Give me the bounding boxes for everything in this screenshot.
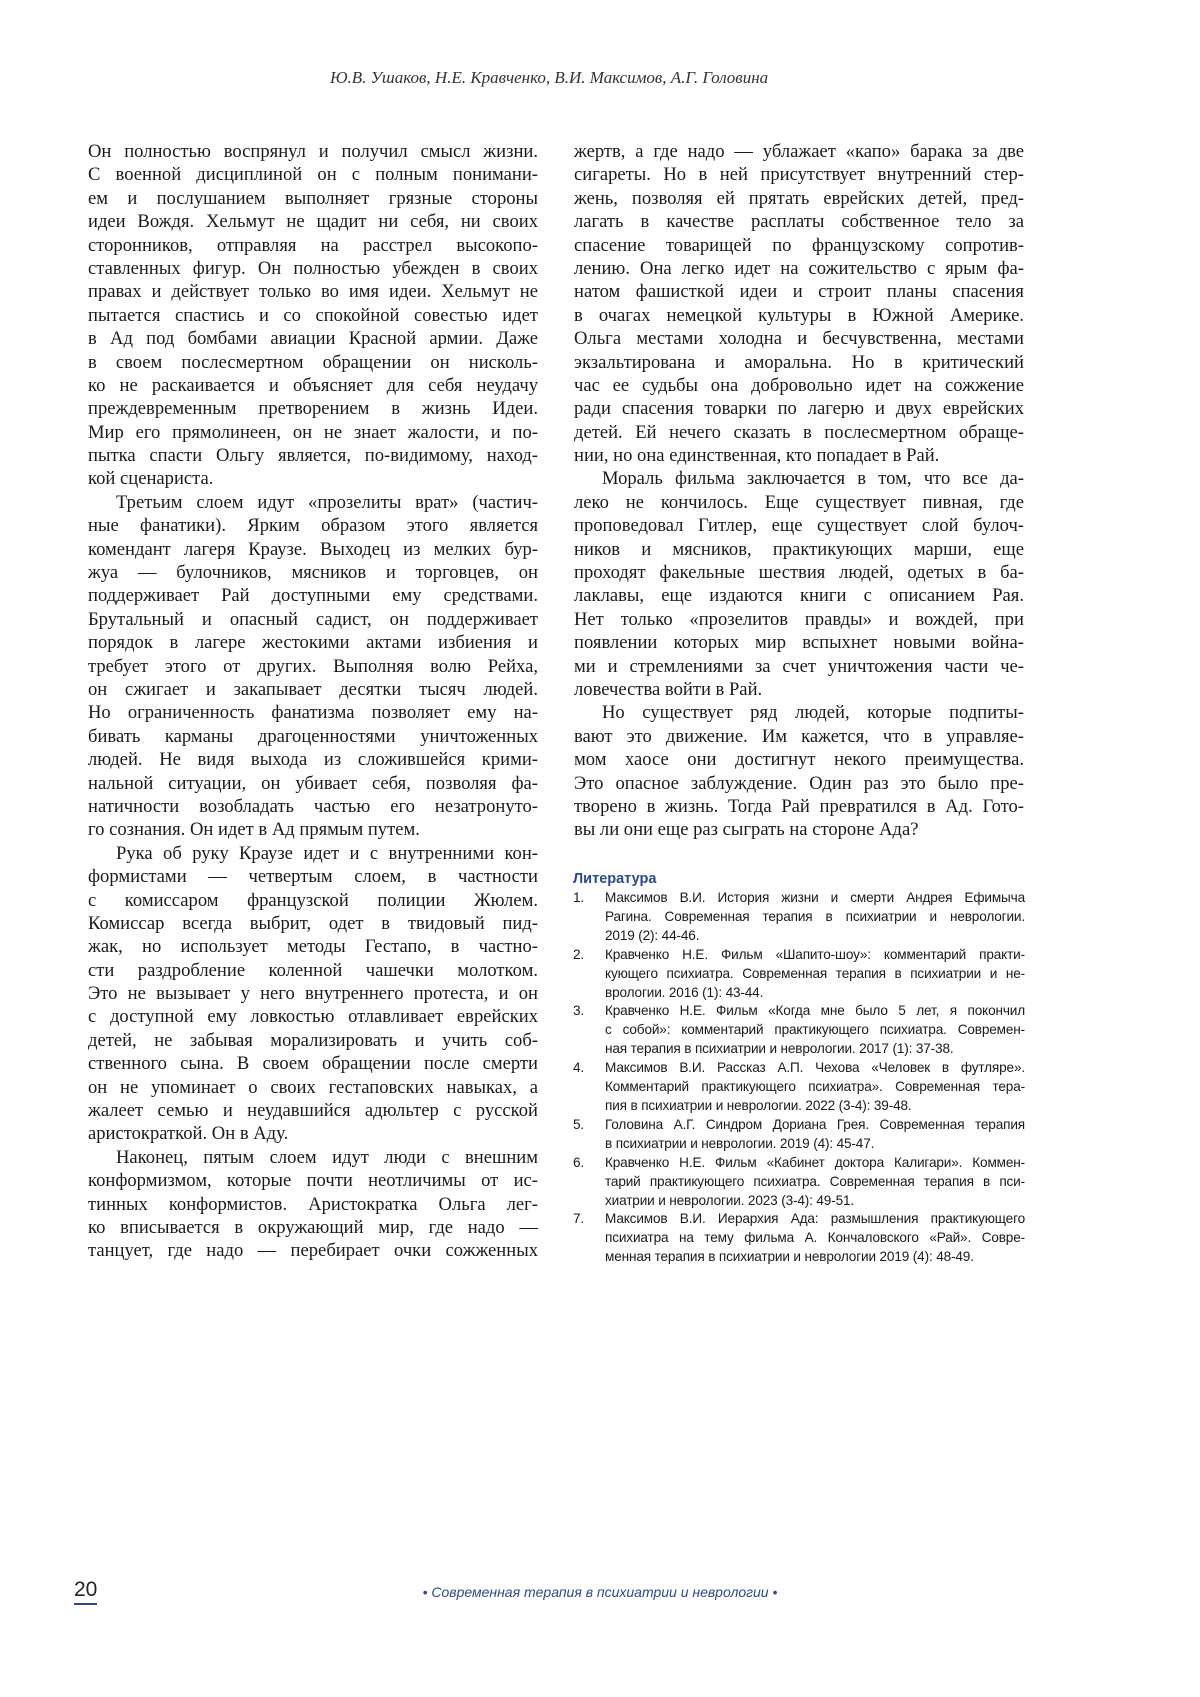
reference-item — [573, 1002, 1025, 1059]
reference-number: 1. — [573, 889, 605, 946]
reference-line: 2019 (2): 44-46. — [605, 927, 1025, 946]
text-line: в очагах немецкой культуры в Южной Америке. — [574, 304, 1024, 327]
text-line: аристократкой. Он в Аду. — [88, 1122, 538, 1145]
text-line: ников и мясников, практикующих марши, еще — [574, 538, 1024, 561]
reference-line: психиатра на тему фильма А. Кончаловского «Рай». Совре- — [605, 1229, 1025, 1248]
reference-line: с собой»: комментарий практикующего психиатра. Современ- — [605, 1021, 1025, 1040]
text-line: комендант лагеря Краузе. Выходец из мелких бур- — [88, 538, 538, 561]
reference-line: Головина А.Г. Синдром Дориана Грея. Современная терапия — [605, 1116, 1025, 1135]
text-line: Мир его прямолинеен, он не знает жалости, и по- — [88, 421, 538, 444]
text-line: С военной дисциплиной он с полным понимани- — [88, 163, 538, 186]
paragraph — [574, 701, 1024, 841]
text-line: с комиссаром французской полиции Жюлем. — [88, 889, 538, 912]
text-line: Рука об руку Краузе идет и с внутренними кон- — [88, 842, 538, 865]
reference-text — [605, 1002, 1025, 1059]
reference-number: 5. — [573, 1116, 605, 1154]
text-line: ради спасения товарки по лагерю и двух еврейских — [574, 397, 1024, 420]
text-line: проходят факельные шествия людей, одетых в ба- — [574, 561, 1024, 584]
text-line: ные фанатики). Ярким образом этого является — [88, 514, 538, 537]
paragraph — [88, 1146, 538, 1263]
text-line: детей, не забывая морализировать и учить соб- — [88, 1029, 538, 1052]
reference-text — [605, 1210, 1025, 1267]
paragraph — [88, 491, 538, 842]
paragraph — [88, 140, 538, 491]
reference-line: менная терапия в психиатрии и неврологии 2019 (4): 48-49. — [605, 1248, 1025, 1267]
text-line: час ее судьбы она добровольно идет на сожжение — [574, 374, 1024, 397]
text-line: ко вписывается в окружающий мир, где надо — — [88, 1216, 538, 1239]
text-line: вают это движение. Им кажется, что в управляе- — [574, 725, 1024, 748]
text-line: он не упоминает о своих гестаповских навыках, а — [88, 1076, 538, 1099]
text-line: творено в жизнь. Тогда Рай превратился в Ад. Гото- — [574, 795, 1024, 818]
reference-text — [605, 1059, 1025, 1116]
reference-line: Комментарий практикующего психиатра». Современная тера- — [605, 1078, 1025, 1097]
text-line: проповедовал Гитлер, еще существует слой булоч- — [574, 514, 1024, 537]
text-line: сторонников, отправляя на расстрел высокопо- — [88, 234, 538, 257]
text-line: жак, но использует методы Гестапо, в частно- — [88, 935, 538, 958]
text-line: жуа — булочников, мясников и торговцев, он — [88, 561, 538, 584]
text-line: порядок в лагере жестокими актами избиения и — [88, 631, 538, 654]
text-line: бивать карманы драгоценностями уничтоженных — [88, 725, 538, 748]
reference-item — [573, 946, 1025, 1003]
text-line: леко не кончилось. Еще существует пивная, где — [574, 491, 1024, 514]
reference-line: Максимов В.И. Иерархия Ада: размышления практикующего — [605, 1210, 1025, 1229]
text-line: Нет только «прозелитов правды» и вождей, при — [574, 608, 1024, 631]
right-text-column — [574, 140, 1024, 842]
text-line: Но ограниченность фанатизма позволяет ему на- — [88, 701, 538, 724]
text-line: ко не раскаивается и объясняет для себя неудачу — [88, 374, 538, 397]
reference-line: Максимов В.И. История жизни и смерти Андрея Ефимыча — [605, 889, 1025, 908]
text-line: Комиссар всегда выбрит, одет в твидовый пид- — [88, 912, 538, 935]
text-line: Брутальный и опасный садист, он поддерживает — [88, 608, 538, 631]
reference-line: врологии. 2016 (1): 43-44. — [605, 984, 1025, 1003]
references-title: Литература — [573, 870, 1025, 889]
reference-item — [573, 1154, 1025, 1211]
text-line: Мораль фильма заключается в том, что все да- — [574, 467, 1024, 490]
reference-text — [605, 889, 1025, 946]
text-line: ставленных фигур. Он полностью убежден в своих — [88, 257, 538, 280]
reference-line: кующего психиатра. Современная терапия в психиатрии и не- — [605, 965, 1025, 984]
text-line: ми и стремлениями за счет уничтожения части че- — [574, 655, 1024, 678]
text-line: натичности возобладать частью его незатронуто- — [88, 795, 538, 818]
reference-text — [605, 946, 1025, 1003]
text-line: тинных конформистов. Аристократка Ольга лег- — [88, 1193, 538, 1216]
text-line: спасение товарищей по французскому сопротив- — [574, 234, 1024, 257]
text-line: идеи Вождя. Хельмут не щадит ни себя, ни своих — [88, 210, 538, 233]
text-line: Он полностью воспрянул и получил смысл жизни. — [88, 140, 538, 163]
text-line: лению. Она легко идет на сожительство с ярым фа- — [574, 257, 1024, 280]
text-line: жертв, а где надо — ублажает «капо» барака за две — [574, 140, 1024, 163]
references-list — [573, 889, 1025, 1267]
text-line: ем и послушанием выполняет грязные стороны — [88, 187, 538, 210]
text-line: натом фашисткой идеи и строит планы спасения — [574, 280, 1024, 303]
text-line: он сжигает и закапывает десятки тысяч людей. — [88, 678, 538, 701]
text-line: в Ад под бомбами авиации Красной армии. Даже — [88, 327, 538, 350]
reference-line: Кравченко Н.Е. Фильм «Когда мне было 5 лет, я покончил — [605, 1002, 1025, 1021]
paragraph — [574, 140, 1024, 467]
page-number: 20 — [74, 1578, 97, 1605]
paragraph — [88, 842, 538, 1146]
reference-item — [573, 1210, 1025, 1267]
reference-line: Кравченко Н.Е. Фильм «Кабинет доктора Калигари». Коммен- — [605, 1154, 1025, 1173]
text-line: лаклавы, еще издаются книги с описанием Рая. — [574, 584, 1024, 607]
text-line: конформизмом, которые почти неотличимы от ис- — [88, 1169, 538, 1192]
reference-line: ная терапия в психиатрии и неврологии. 2017 (1): 37-38. — [605, 1040, 1025, 1059]
text-line: Ольга местами холодна и бесчувственна, местами — [574, 327, 1024, 350]
text-line: нальной ситуации, он убивает себя, позволяя фа- — [88, 772, 538, 795]
text-line: Это опасное заблуждение. Один раз это было пре- — [574, 772, 1024, 795]
reference-item — [573, 889, 1025, 946]
reference-line: Максимов В.И. Рассказ А.П. Чехова «Человек в футляре». — [605, 1059, 1025, 1078]
text-line: с доступной ему ловкостью отлавливает еврейских — [88, 1005, 538, 1028]
reference-line: Рагина. Современная терапия в психиатрии и неврологии. — [605, 908, 1025, 927]
reference-item — [573, 1116, 1025, 1154]
reference-line: в психиатрии и неврологии. 2019 (4): 45-47. — [605, 1135, 1025, 1154]
text-line: Третьим слоем идут «прозелиты врат» (частич- — [88, 491, 538, 514]
text-line: пытается спастись и со спокойной совестью идет — [88, 304, 538, 327]
reference-line: тарий практикующего психиатра. Современная терапия в пси- — [605, 1173, 1025, 1192]
reference-line: хиатрии и неврологии. 2023 (3-4): 49-51. — [605, 1192, 1025, 1211]
text-line: экзальтирована и аморальна. Но в критический — [574, 351, 1024, 374]
paragraph — [574, 467, 1024, 701]
text-line: Это не вызывает у него внутреннего протеста, и он — [88, 982, 538, 1005]
reference-number: 6. — [573, 1154, 605, 1211]
text-line: сти раздробление коленной чашечки молотком. — [88, 959, 538, 982]
text-line: мом хаосе они достигнут некого преимущества. — [574, 748, 1024, 771]
text-line: го сознания. Он идет в Ад прямым путем. — [88, 818, 538, 841]
text-line: ловечества войти в Рай. — [574, 678, 1024, 701]
left-text-column — [88, 140, 538, 1263]
text-line: Но существует ряд людей, которые подпиты- — [574, 701, 1024, 724]
text-line: правах и действует только во имя идеи. Хельмут не — [88, 280, 538, 303]
text-line: людей. Не видя выхода из сложившейся крими- — [88, 748, 538, 771]
text-line: жалеет семью и неудавшийся адюльтер с русской — [88, 1099, 538, 1122]
reference-number: 7. — [573, 1210, 605, 1267]
reference-text — [605, 1116, 1025, 1154]
journal-footer: • Современная терапия в психиатрии и неврологии • — [0, 1584, 1200, 1600]
reference-line: пия в психиатрии и неврологии. 2022 (3-4): 39-48. — [605, 1097, 1025, 1116]
text-line: ственного сына. В своем обращении после смерти — [88, 1052, 538, 1075]
text-line: детей. Ей нечего сказать в послесмертном обраще- — [574, 421, 1024, 444]
text-line: танцует, где надо — перебирает очки сожженных — [88, 1239, 538, 1262]
text-line: формистами — четвертым слоем, в частности — [88, 865, 538, 888]
text-line: нии, но она единственная, кто попадает в Рай. — [574, 444, 1024, 467]
text-line: Наконец, пятым слоем идут люди с внешним — [88, 1146, 538, 1169]
text-line: поддерживает Рай доступными ему средствами. — [88, 584, 538, 607]
text-line: требует этого от других. Выполняя волю Рейха, — [88, 655, 538, 678]
text-line: в своем послесмертном обращении он нисколь- — [88, 351, 538, 374]
reference-text — [605, 1154, 1025, 1211]
text-line: жень, позволяя ей прятать еврейских детей, пред- — [574, 187, 1024, 210]
reference-line: Кравченко Н.Е. Фильм «Шапито-шоу»: комментарий практи- — [605, 946, 1025, 965]
reference-item — [573, 1059, 1025, 1116]
text-line: появлении которых мир вспыхнет новыми война- — [574, 631, 1024, 654]
reference-number: 3. — [573, 1002, 605, 1059]
text-line: кой сценариста. — [88, 467, 538, 490]
references-section — [573, 870, 1025, 1267]
reference-number: 4. — [573, 1059, 605, 1116]
reference-number: 2. — [573, 946, 605, 1003]
text-line: вы ли они еще раз сыграть на стороне Ада? — [574, 818, 1024, 841]
text-line: преждевременным претворением в жизнь Идеи. — [88, 397, 538, 420]
running-header-authors: Ю.В. Ушаков, Н.Е. Кравченко, В.И. Максимов, А.Г. Головина — [330, 68, 850, 88]
text-line: лагать в качестве расплаты собственное тело за — [574, 210, 1024, 233]
text-line: сигареты. Но в ней присутствует внутренний стер- — [574, 163, 1024, 186]
text-line: пытка спасти Ольгу является, по-видимому, наход- — [88, 444, 538, 467]
